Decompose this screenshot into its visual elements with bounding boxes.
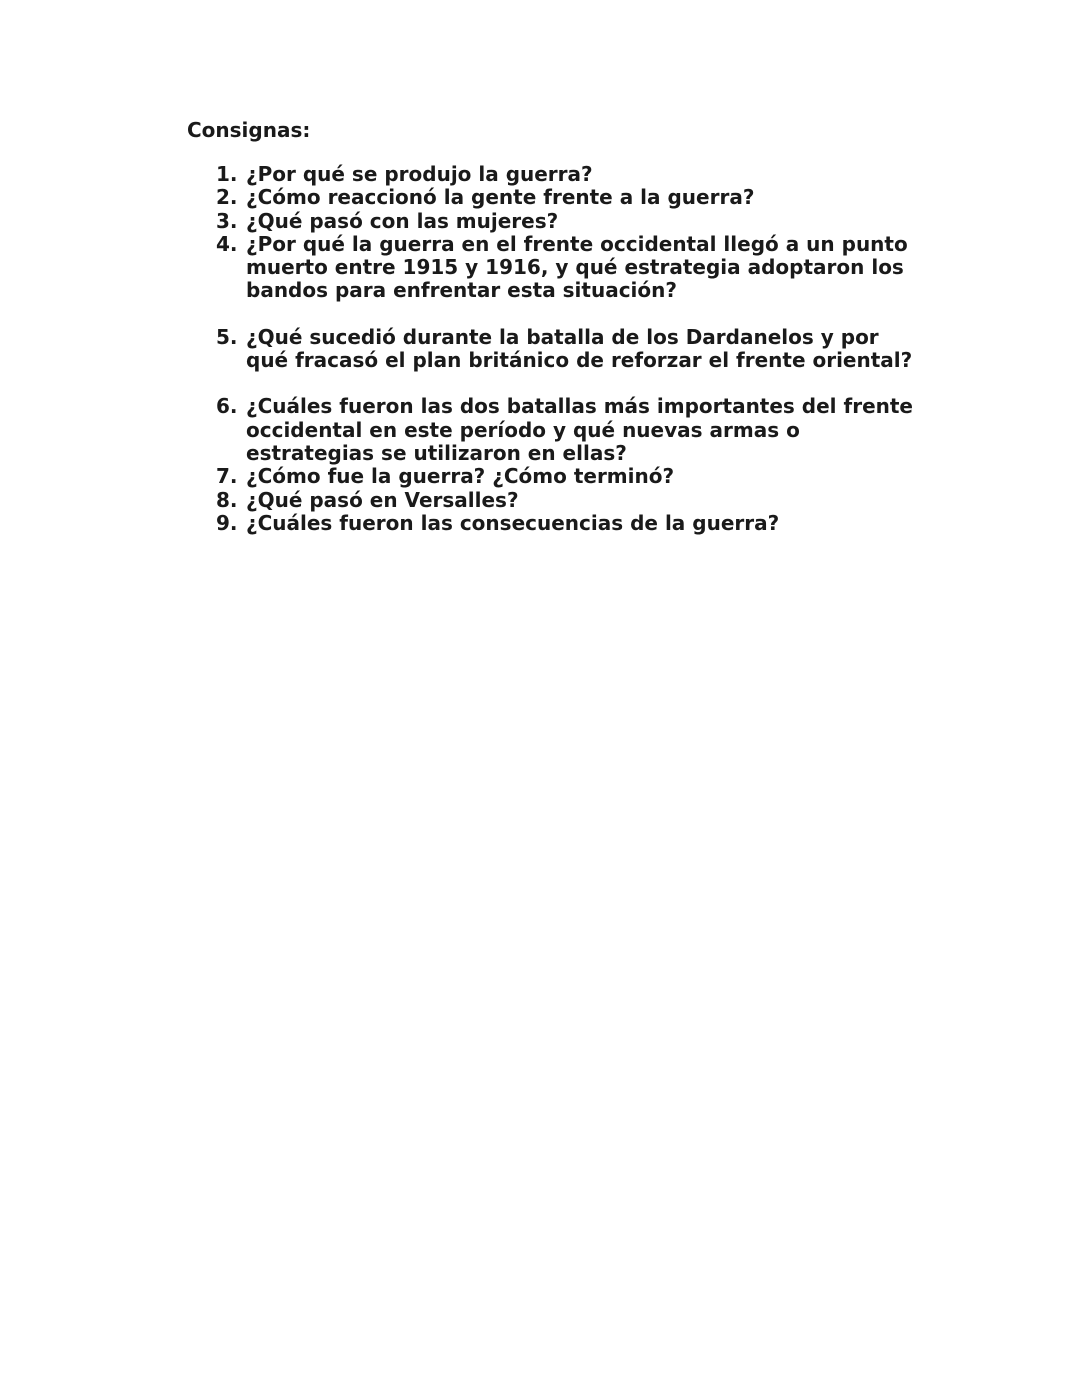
item-text: ¿Cómo fue la guerra? ¿Cómo terminó? <box>246 464 675 489</box>
item-text: ¿Por qué se produjo la guerra? <box>246 162 593 186</box>
item-number: 1. <box>216 162 238 186</box>
item-number: 5. <box>216 324 238 349</box>
item-text: ¿Cuáles fueron las dos batallas más importantes del frente occidental en este período y qué nuevas armas o estrategias se utilizaron en ellas? <box>246 394 913 465</box>
list-item <box>187 512 927 535</box>
item-text: ¿Por qué la guerra en el frente occidental llegó a un punto muerto entre 1915 y 1916, y qué estrategia adoptaron los bandos para enfrentar esta situación? <box>246 231 908 303</box>
list-item <box>187 489 927 512</box>
list-item <box>187 210 927 233</box>
list-item <box>187 395 927 465</box>
question-list <box>187 163 927 535</box>
item-text: ¿Qué pasó en Versalles? <box>246 487 519 512</box>
list-item <box>187 326 927 373</box>
item-number: 8. <box>216 487 238 512</box>
item-text: ¿Qué pasó con las mujeres? <box>246 208 559 233</box>
list-item <box>187 233 927 303</box>
item-number: 2. <box>216 185 238 210</box>
list-item <box>187 465 927 488</box>
item-number: 3. <box>216 208 238 233</box>
item-text: ¿Qué sucedió durante la batalla de los Dardanelos y por qué fracasó el plan británico de reforzar el frente oriental? <box>246 324 913 373</box>
item-text: ¿Cuáles fueron las consecuencias de la guerra? <box>246 510 780 535</box>
item-number: 9. <box>216 510 238 535</box>
heading: Consignas: <box>187 118 311 142</box>
item-number: 7. <box>216 464 238 489</box>
item-number: 4. <box>216 231 238 256</box>
list-item <box>187 186 927 209</box>
list-item <box>187 163 927 186</box>
item-number: 6. <box>216 394 238 419</box>
item-text: ¿Cómo reaccionó la gente frente a la guerra? <box>246 185 755 210</box>
